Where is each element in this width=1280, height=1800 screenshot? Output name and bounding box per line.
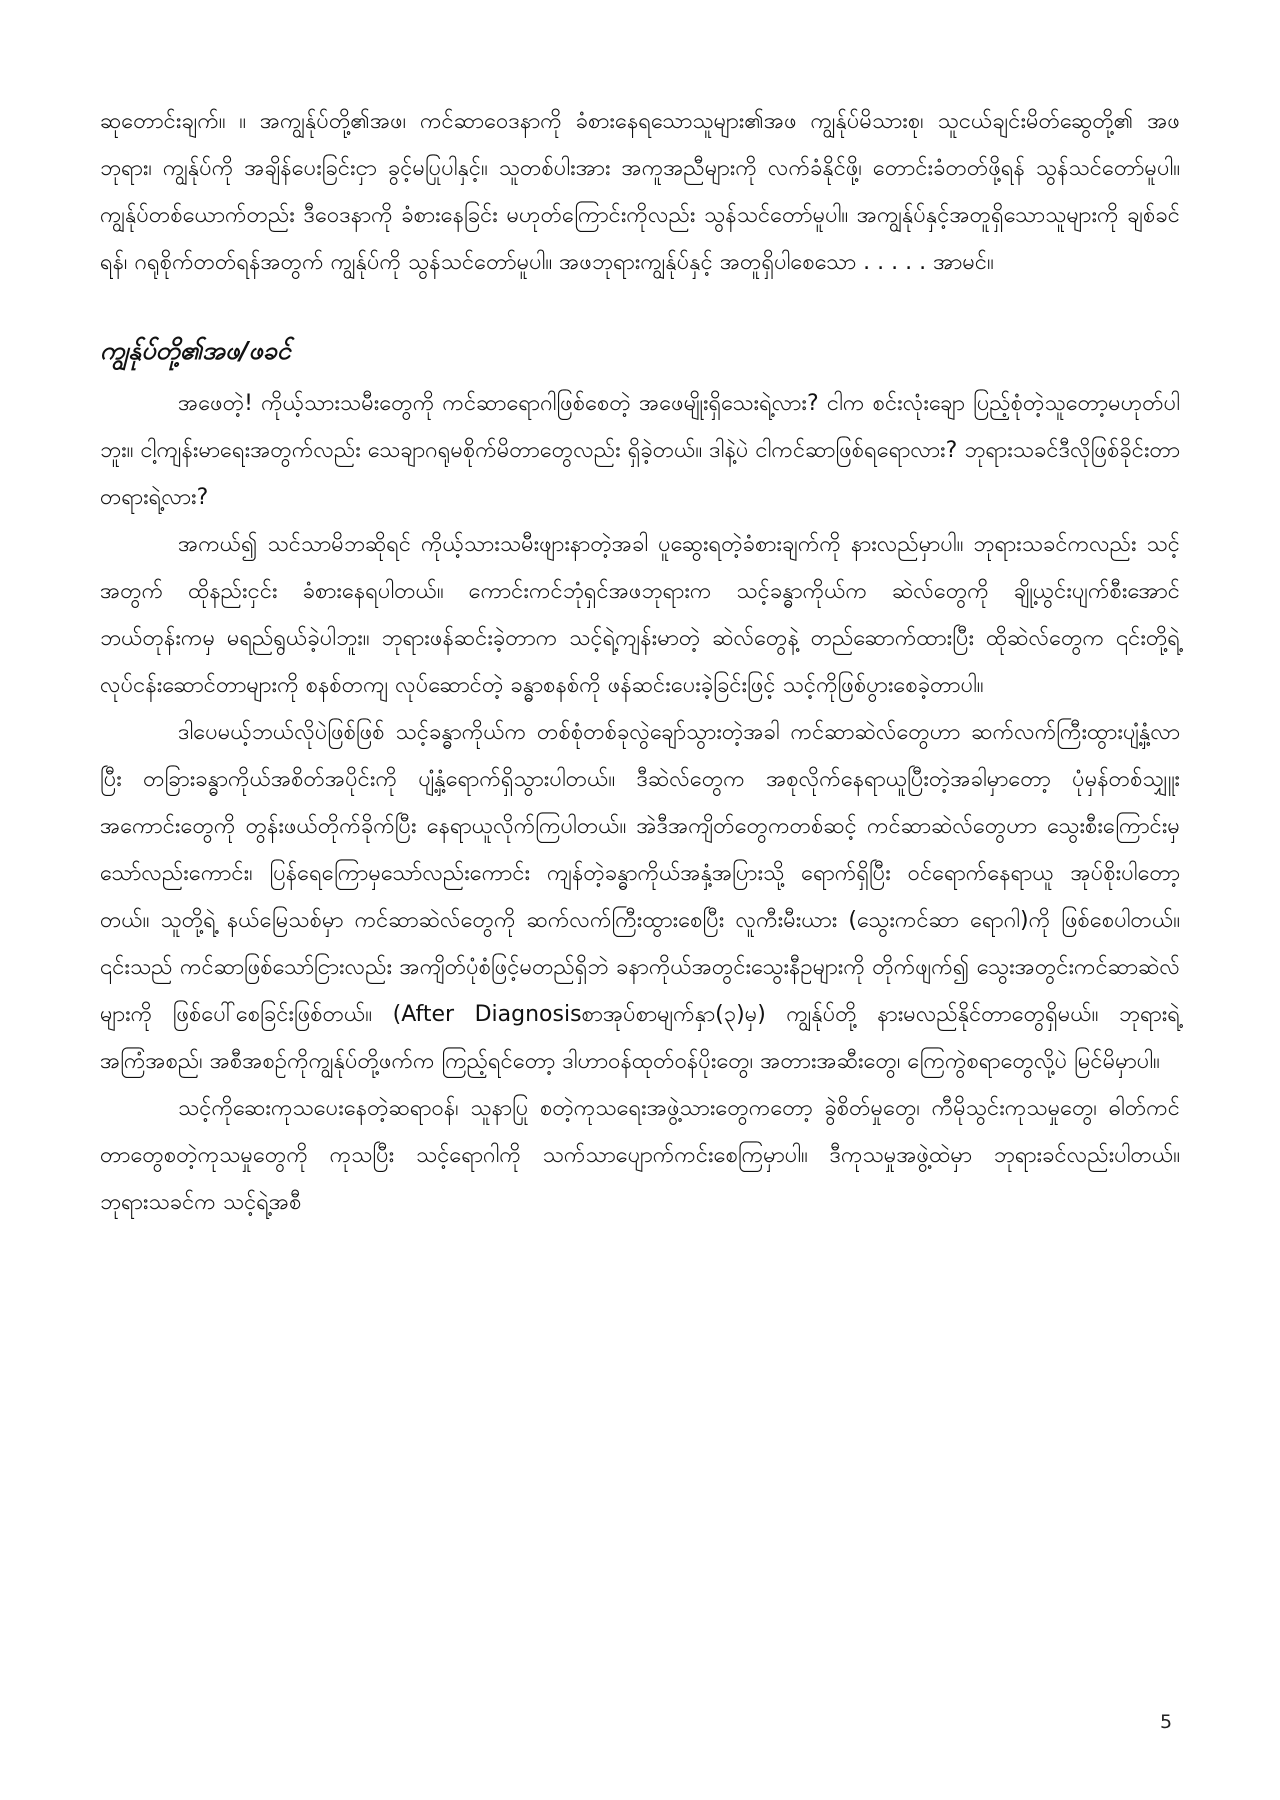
page-content	[100, 98, 1180, 1226]
prayer-paragraph: ဆုတောင်းချက်။ ။ အကျွန်ုပ်တို့၏အဖ၊ ကင်ဆာဝေဒနာကို ခံစားနေရသောသူများ၏အဖ ကျွန်ုပ်မိသားစု၊ သူငယ်ချင်းမိတ်ဆွေတို့၏ အဖဘုရား၊ ကျွန်ုပ်ကို အချိန်ပေးခြင်းငှာ ခွင့်မပြုပါနှင့်။ သူတစ်ပါးအား အကူအညီများကို လက်ခံနိုင်ဖို့၊ တောင်းခံတတ်ဖို့ရန် သွန်သင်တော်မူပါ။ ကျွန်ုပ်တစ်ယောက်တည်း ဒီဝေဒနာကို ခံစားနေခြင်း မဟုတ်ကြောင်းကိုလည်း သွန်သင်တော်မူပါ။ အကျွန်ုပ်နှင့်အတူရှိသောသူများကို ချစ်ခင်ရန်၊ ဂရုစိုက်တတ်ရန်အတွက် ကျွန်ုပ်ကို သွန်သင်တော်မူပါ။ အဖဘုရားကျွန်ုပ်နှင့် အတူရှိပါစေသော . . . . . အာမင်။	[100, 109, 1180, 275]
body-paragraph-4: သင့်ကိုဆေးကုသပေးနေတဲ့ဆရာဝန်၊ သူနာပြု စတဲ့ကုသရေးအဖွဲ့သားတွေကတော့ ခွဲစိတ်မှုတွေ၊ ကီမိုသွင်းကုသမှုတွေ၊ ဓါတ်ကင်တာတွေစတဲ့ကုသမှုတွေကို ကုသပြီး သင့်ရောဂါကို သက်သာပျောက်ကင်းစေကြမှာပါ။ ဒီကုသမှုအဖွဲ့ထဲမှာ ဘုရားခင်လည်းပါတယ်။ ဘုရားသခင်က သင့်ရဲ့အစီ	[100, 1096, 1180, 1215]
page-number: 5	[1160, 1711, 1173, 1733]
section-heading: ကျွန်ုပ်တို့၏အဖ/ဖခင်	[100, 336, 291, 365]
body-paragraph-3: ဒါပေမယ့်ဘယ်လိုပဲဖြစ်ဖြစ် သင့်ခန္ဓာကိုယ်က တစ်စုံတစ်ခုလွဲချော်သွားတဲ့အခါ ကင်ဆာဆဲလ်တွေဟာ ဆက်လက်ကြီးထွားပျံ့နှံ့လာပြီး တခြားခန္ဓာကိုယ်အစိတ်အပိုင်းကို ပျံ့နှံ့ရောက်ရှိသွားပါတယ်။ ဒီဆဲလ်တွေက အစုလိုက်နေရာယူပြီးတဲ့အခါမှာတော့ ပုံမှန်တစ်သျှူး အကောင်းတွေကို တွန်းဖယ်တိုက်ခိုက်ပြီး နေရာယူလိုက်ကြပါတယ်။ အဲဒီအကျိတ်တွေကတစ်ဆင့် ကင်ဆာဆဲလ်တွေဟာ သွေးစီးကြောင်းမှသော်လည်းကောင်း၊ ပြန်ရေကြောမှသော်လည်းကောင်း ကျန်တဲ့ခန္ဓာကိုယ်အနှံ့အပြားသို့ ရောက်ရှိပြီး ဝင်ရောက်နေရာယူ အုပ်စိုးပါတော့တယ်။ သူတို့ရဲ့ နယ်မြေသစ်မှာ ကင်ဆာဆဲလ်တွေကို ဆက်လက်ကြီးထွားစေပြီး လူကီးမီးယား (သွေးကင်ဆာ ရောဂါ)ကို ဖြစ်စေပါတယ်။ ၎င်းသည် ကင်ဆာဖြစ်သော်ငြားလည်း အကျိတ်ပုံစံဖြင့်မတည်ရှိဘဲ ခနာကိုယ်အတွင်းသွေးနီဥများကို တိုက်ဖျက်၍ သွေးအတွင်းကင်ဆာဆဲလ်များကို ဖြစ်ပေါ်စေခြင်းဖြစ်တယ်။ (After Diagnosisစာအုပ်စာမျက်နှာ(၃)မှ) ကျွန်ုပ်တို့ နားမလည်နိုင်တာတွေရှိမယ်။ ဘုရားရဲ့အကြံအစည်၊ အစီအစဉ်ကိုကျွန်ုပ်တို့ဖက်က ကြည့်ရင်တော့ ဒါဟာဝန်ထုတ်ဝန်ပိုးတွေ၊ အတားအဆီးတွေ၊ ကြေကွဲစရာတွေလို့ပဲ မြင်မိမှာပါ။	[100, 720, 1180, 1074]
body-paragraph-1: အဖေတဲ့! ကိုယ့်သားသမီးတွေကို ကင်ဆာရောဂါဖြစ်စေတဲ့ အဖေမျိုးရှိသေးရဲ့လား? ငါက စင်းလုံးချော ပြည့်စုံတဲ့သူတော့မဟုတ်ပါဘူး။ ငါ့ကျန်းမာရေးအတွက်လည်း သေချာဂရုမစိုက်မိတာတွေလည်း ရှိခဲ့တယ်။ ဒါနဲ့ပဲ ငါကင်ဆာဖြစ်ရရောလား? ဘုရားသခင်ဒီလိုဖြစ်ခိုင်းတာ တရားရဲ့လား?	[100, 391, 1180, 510]
body-paragraph-2: အကယ်၍ သင်သာမိဘဆိုရင် ကိုယ့်သားသမီးဖျားနာတဲ့အခါ ပူဆွေးရတဲ့ခံစားချက်ကို နားလည်မှာပါ။ ဘုရားသခင်ကလည်း သင့်အတွက် ထိုနည်းငှင်း ခံစားနေရပါတယ်။ ကောင်းကင်ဘုံရှင်အဖဘုရားက သင့်ခန္ဓာကိုယ်က ဆဲလ်တွေကို ချို့ယွင်းပျက်စီးအောင် ဘယ်တုန်းကမှ မရည်ရွယ်ခဲ့ပါဘူး။ ဘုရားဖန်ဆင်းခဲ့တာက သင့်ရဲ့ကျန်းမာတဲ့ ဆဲလ်တွေနဲ့ တည်ဆောက်ထားပြီး ထိုဆဲလ်တွေက ၎င်းတို့ရဲ့လုပ်ငန်းဆောင်တာများကို စနစ်တကျ လုပ်ဆောင်တဲ့ ခန္ဓာစနစ်ကို ဖန်ဆင်းပေးခဲ့ခြင်းဖြင့် သင့်ကိုဖြစ်ပွားစေခဲ့တာပါ။	[100, 532, 1180, 698]
